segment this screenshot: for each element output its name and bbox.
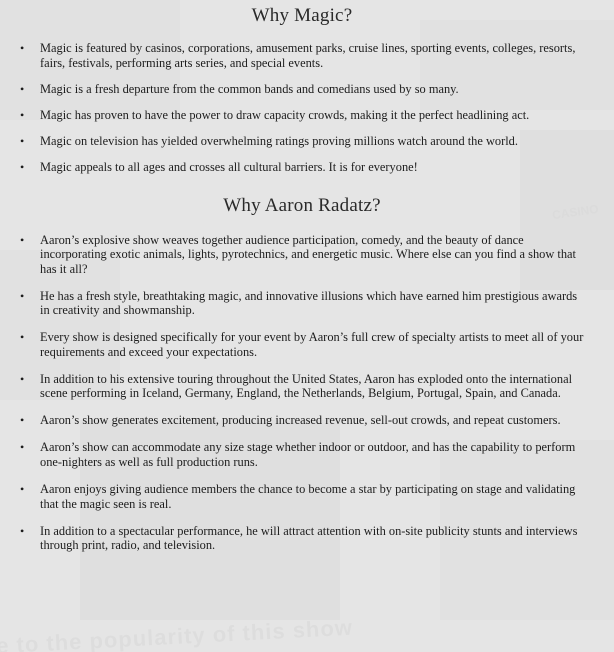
list-item <box>20 41 584 70</box>
bullet-icon: • <box>20 159 25 174</box>
list-item-text: Magic appeals to all ages and crosses all cultural barriers. It is for everyone! <box>40 159 418 174</box>
list-item <box>20 289 584 318</box>
list-item <box>20 482 584 511</box>
bullet-icon: • <box>20 523 25 538</box>
list-item <box>20 440 584 469</box>
list-item <box>20 413 584 428</box>
bullet-icon: • <box>20 107 25 122</box>
list-item <box>20 134 584 149</box>
list-item-text: Magic on television has yielded overwhelming ratings proving millions watch around the world. <box>40 133 518 148</box>
list-item <box>20 524 584 553</box>
list-item <box>20 233 584 277</box>
list-item-text: Magic is a fresh departure from the common bands and comedians used by so many. <box>40 81 459 96</box>
list-item-text: Aaron’s explosive show weaves together audience participation, comedy, and the beauty of dance incorporating exotic animals, lights, pyrotechnics, and energetic music. Where else can you find a show that has it all? <box>40 232 576 276</box>
bullet-icon: • <box>20 330 25 345</box>
list-item-text: Magic is featured by casinos, corporations, amusement parks, cruise lines, sporting events, colleges, resorts, fairs, festivals, performing arts series, and special events. <box>40 41 576 70</box>
section-title-why-aaron-radatz: Why Aaron Radatz? <box>223 194 381 216</box>
list-item-text: Aaron enjoys giving audience members the chance to become a star by participating on stage and validating that the magic seen is real. <box>40 482 576 511</box>
list-item <box>20 82 584 97</box>
list-item <box>20 330 584 359</box>
bullet-icon: • <box>20 41 25 55</box>
list-item-text: He has a fresh style, breathtaking magic, and innovative illusions which have earned him prestigious awards in creativity and showmanship. <box>40 288 578 318</box>
bullet-icon: • <box>20 133 25 148</box>
list-item-text: Magic has proven to have the power to draw capacity crowds, making it the perfect headlining act. <box>40 107 530 122</box>
list-item <box>20 372 584 401</box>
why-aaron-list <box>20 233 584 553</box>
bullet-icon: • <box>20 232 25 247</box>
section-title-why-magic: Why Magic? <box>251 5 353 26</box>
bullet-icon: • <box>20 413 25 428</box>
list-item-text: Aaron’s show can accommodate any size stage whether indoor or outdoor, and has the capability to perform one-nighters as well as full production runs. <box>40 440 576 470</box>
list-item <box>20 108 584 123</box>
list-item-text: Every show is designed specifically for your event by Aaron’s full crew of specialty artists to meet all of your requirements and exceed your expectations. <box>40 330 584 359</box>
list-item-text: In addition to his extensive touring throughout the United States, Aaron has exploded onto the international scene performing in Iceland, Germany, England, the Netherlands, Belgium, Portugal, Spain, and Canada. <box>40 371 573 401</box>
list-item <box>20 160 584 175</box>
bullet-icon: • <box>20 371 25 386</box>
list-item-text: Aaron’s show generates excitement, producing increased revenue, sell-out crowds, and repeat customers. <box>40 413 561 428</box>
bullet-icon: • <box>20 440 25 455</box>
why-magic-list <box>20 41 584 175</box>
bullet-icon: • <box>20 288 25 303</box>
list-item-text: In addition to a spectacular performance, he will attract attention with on-site publicity stunts and interviews through print, radio, and television. <box>40 523 578 553</box>
bullet-icon: • <box>20 81 25 96</box>
bullet-icon: • <box>20 482 25 497</box>
